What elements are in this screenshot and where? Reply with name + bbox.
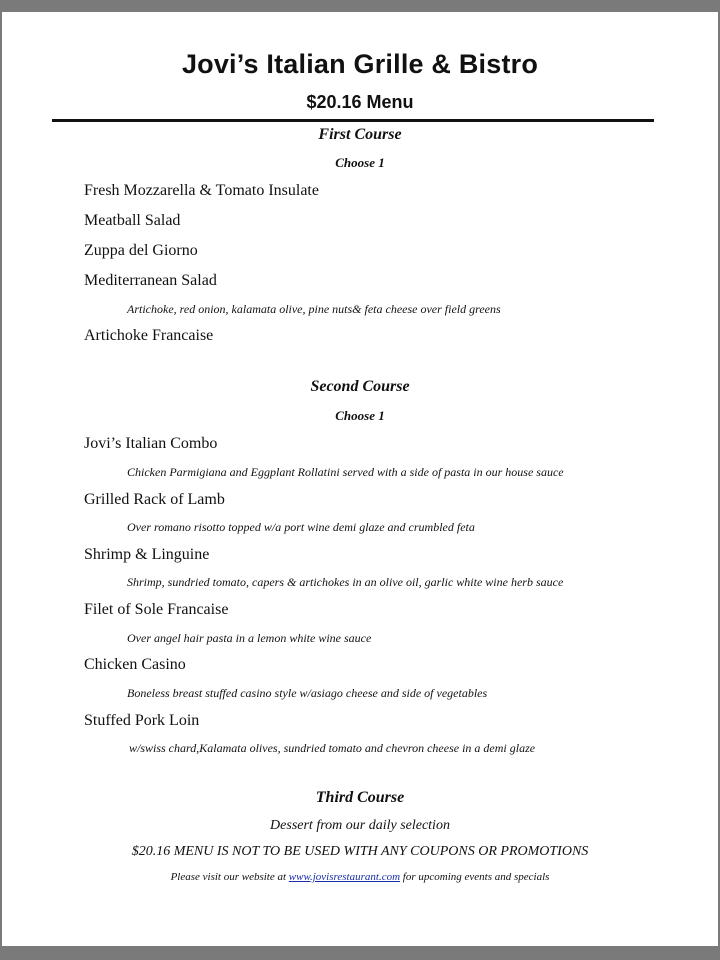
website-line [2, 871, 718, 883]
menu-item: Zuppa del Giorno [84, 242, 198, 259]
third-course-title: Third Course [315, 789, 405, 806]
menu-item-description: Shrimp, sundried tomato, capers & artichokes in an olive oil, garlic white wine herb sauce [127, 575, 564, 589]
menu-item: Stuffed Pork Loin [84, 712, 200, 729]
menu-item: Fresh Mozzarella & Tomato Insulate [84, 182, 319, 199]
first-course-choose: Choose 1 [335, 155, 385, 170]
menu-item: Meatball Salad [84, 212, 181, 229]
third-course-description: Dessert from our daily selection [270, 818, 450, 833]
website-suffix: for upcoming events and specials [402, 871, 550, 883]
first-course-title: First Course [318, 126, 402, 143]
second-course-choose: Choose 1 [335, 408, 385, 423]
coupon-notice: $20.16 MENU IS NOT TO BE USED WITH ANY COUPONS OR PROMOTIONS [131, 844, 589, 859]
menu-item: Grilled Rack of Lamb [84, 491, 225, 508]
restaurant-title: Jovi’s Italian Grille & Bistro [181, 49, 539, 79]
menu-item-description: w/swiss chard,Kalamata olives, sundried tomato and chevron cheese in a demi glaze [129, 741, 536, 755]
menu-page [2, 12, 718, 946]
website-prefix: Please visit our website at [170, 871, 287, 883]
menu-subtitle: $20.16 Menu [306, 92, 414, 112]
menu-item-description: Boneless breast stuffed casino style w/asiago cheese and side of vegetables [127, 686, 488, 700]
header-divider [52, 119, 654, 122]
menu-item-description: Chicken Parmigiana and Eggplant Rollatini served with a side of pasta in our house sauce [127, 465, 564, 479]
menu-item-description: Artichoke, red onion, kalamata olive, pine nuts& feta cheese over field greens [127, 302, 501, 316]
menu-item-description: Over angel hair pasta in a lemon white wine sauce [127, 631, 372, 645]
menu-item: Chicken Casino [84, 656, 186, 673]
second-course-title: Second Course [310, 378, 410, 395]
menu-item: Jovi’s Italian Combo [84, 435, 218, 452]
menu-item: Artichoke Francaise [84, 327, 214, 344]
menu-item-description: Over romano risotto topped w/a port wine demi glaze and crumbled feta [127, 520, 475, 534]
menu-item: Filet of Sole Francaise [84, 601, 229, 618]
menu-item: Shrimp & Linguine [84, 546, 210, 563]
menu-item: Mediterranean Salad [84, 272, 217, 289]
website-link[interactable]: www.jovisrestaurant.com [288, 871, 401, 883]
